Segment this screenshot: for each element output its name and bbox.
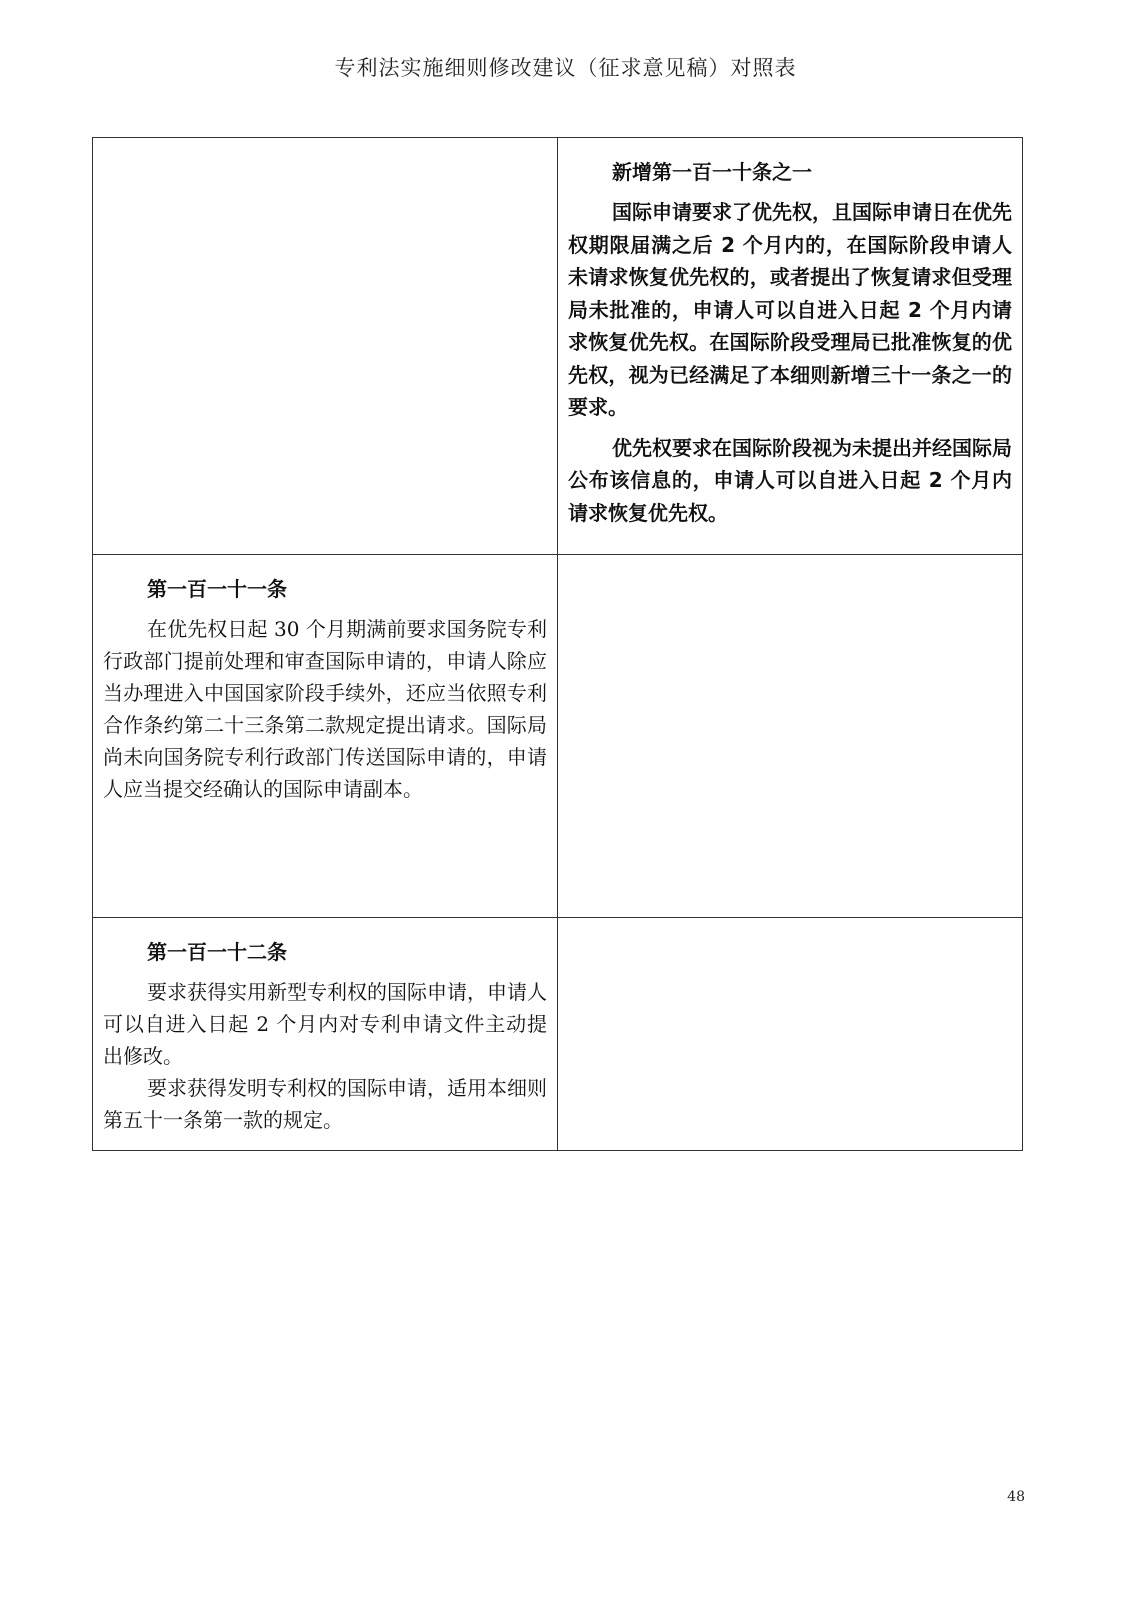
proposed-text-cell bbox=[558, 138, 1023, 555]
original-text-cell bbox=[93, 555, 558, 918]
proposed-text-cell bbox=[558, 555, 1023, 918]
article-paragraph: 在优先权日起 30 个月期满前要求国务院专利行政部门提前处理和审查国际申请的，申请人除应当办理进入中国国家阶段手续外，还应当依照专利合作条约第二十三条第二款规定提出请求。国际局尚未向国务院专利行政部门传送国际申请的，申请人应当提交经确认的国际申请副本。 bbox=[103, 617, 547, 801]
page-number: 48 bbox=[1007, 1489, 1025, 1505]
article-paragraph: 国际申请要求了优先权，且国际申请日在优先权期限届满之后 2 个月内的，在国际阶段申请人未请求恢复优先权的，或者提出了恢复请求但受理局未批准的，申请人可以自进入日起 2 个月内请求恢复优先权。在国际阶段受理局已批准恢复的优先权，视为已经满足了本细则新增三十一条之一的要求。 bbox=[568, 200, 1012, 419]
article-paragraph: 优先权要求在国际阶段视为未提出并经国际局公布该信息的，申请人可以自进入日起 2 个月内请求恢复优先权。 bbox=[568, 435, 1012, 525]
table-row bbox=[93, 138, 1023, 555]
article-heading: 新增第一百一十条之一 bbox=[612, 160, 812, 184]
original-text-cell bbox=[93, 918, 558, 1151]
article-heading: 第一百一十一条 bbox=[147, 577, 287, 601]
article-heading: 第一百一十二条 bbox=[147, 940, 287, 964]
proposed-text-cell bbox=[558, 918, 1023, 1151]
table-row bbox=[93, 918, 1023, 1151]
table-row bbox=[93, 555, 1023, 918]
page-title: 专利法实施细则修改建议（征求意见稿）对照表 bbox=[334, 56, 797, 80]
article-paragraph: 要求获得实用新型专利权的国际申请，申请人可以自进入日起 2 个月内对专利申请文件主动提出修改。 bbox=[103, 980, 547, 1068]
comparison-table bbox=[92, 137, 1023, 1151]
article-paragraph: 要求获得发明专利权的国际申请，适用本细则第五十一条第一款的规定。 bbox=[103, 1076, 547, 1132]
original-text-cell bbox=[93, 138, 558, 555]
